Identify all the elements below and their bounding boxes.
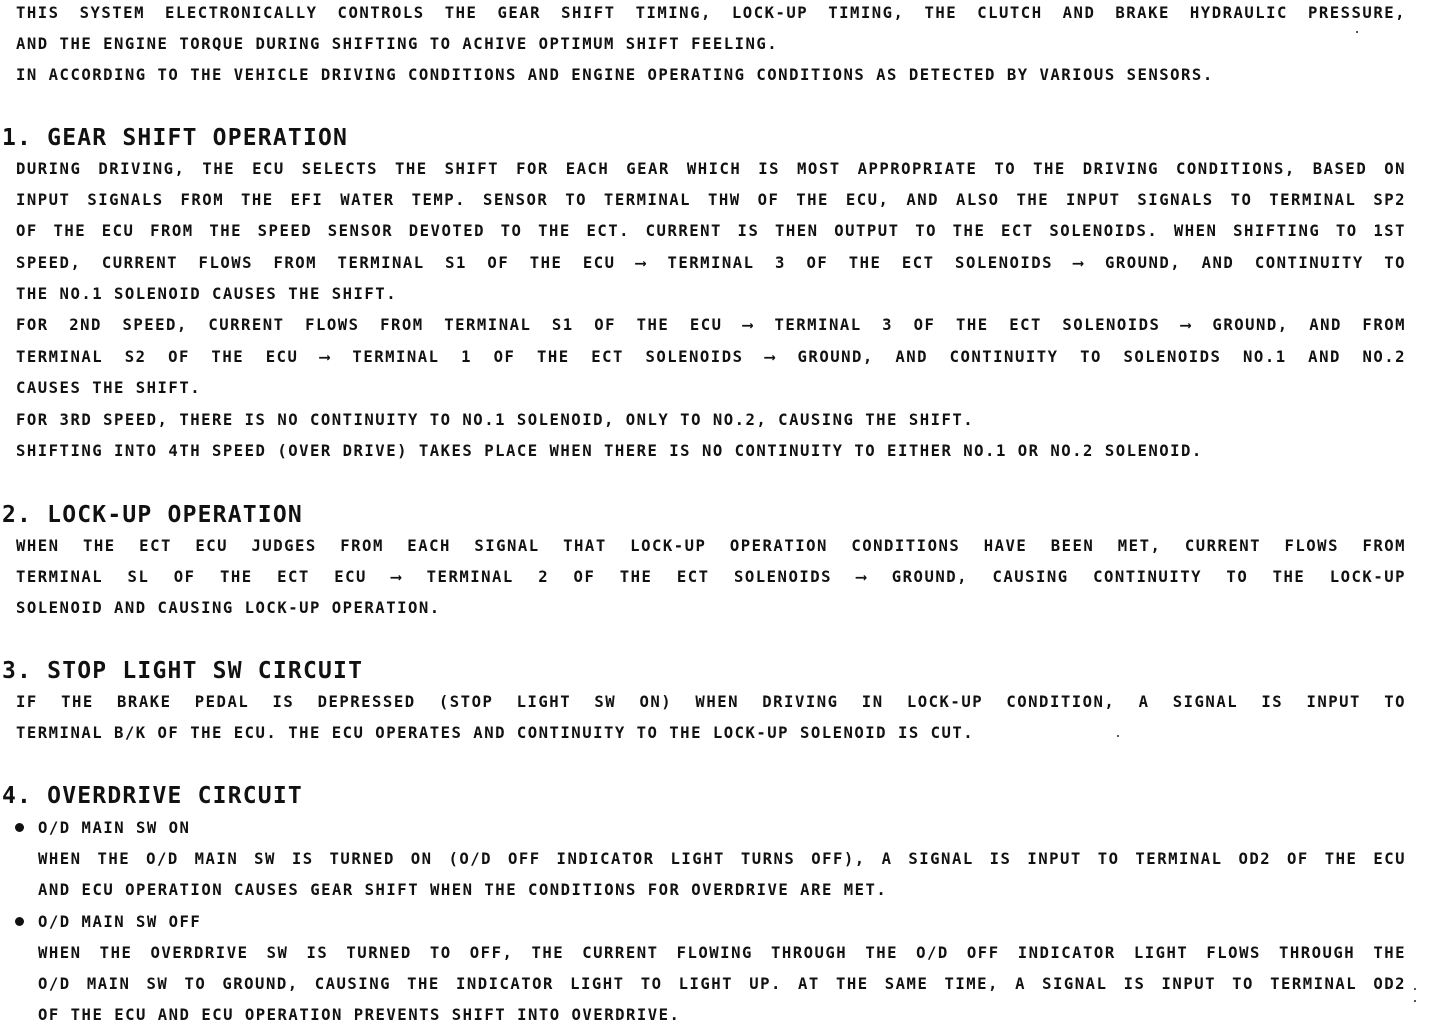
bullet-icon xyxy=(15,917,24,926)
scan-speck xyxy=(1414,1000,1416,1002)
body-line: WHEN THE OVERDRIVE SW IS TURNED TO OFF, THE CURRENT FLOWING THROUGH THE O/D OFF INDICATOR LIGHT FLOWS THROUGH THE xyxy=(38,944,1406,962)
bullet-title: O/D MAIN SW ON xyxy=(38,819,191,837)
body-line: FOR 3RD SPEED, THERE IS NO CONTINUITY TO NO.1 SOLENOID, ONLY TO NO.2, CAUSING THE SHIFT. xyxy=(16,411,975,429)
body-line: SHIFTING INTO 4TH SPEED (OVER DRIVE) TAKES PLACE WHEN THERE IS NO CONTINUITY TO EITHER NO.1 OR NO.2 SOLENOID. xyxy=(16,442,1203,460)
section-heading: 1. GEAR SHIFT OPERATION xyxy=(2,125,349,151)
intro-line: IN ACCORDING TO THE VEHICLE DRIVING CONDITIONS AND ENGINE OPERATING CONDITIONS AS DETECTED BY VARIOUS SENSORS. xyxy=(16,66,1214,84)
section-heading: 3. STOP LIGHT SW CIRCUIT xyxy=(2,658,364,684)
body-line: THE NO.1 SOLENOID CAUSES THE SHIFT. xyxy=(16,285,398,303)
bullet-title: O/D MAIN SW OFF xyxy=(38,913,202,931)
body-line: WHEN THE O/D MAIN SW IS TURNED ON (O/D OFF INDICATOR LIGHT TURNS OFF), A SIGNAL IS INPUT TO TERMINAL OD2 OF THE ECU xyxy=(38,850,1406,868)
body-line: INPUT SIGNALS FROM THE EFI WATER TEMP. SENSOR TO TERMINAL THW OF THE ECU, AND ALSO THE INPUT SIGNALS TO TERMINAL SP2 xyxy=(16,191,1406,209)
scan-speck xyxy=(1414,988,1416,990)
body-line: OF THE ECU FROM THE SPEED SENSOR DEVOTED TO THE ECT. CURRENT IS THEN OUTPUT TO THE ECT SOLENOIDS. WHEN SHIFTING TO 1ST xyxy=(16,222,1406,240)
body-line: SPEED, CURRENT FLOWS FROM TERMINAL S1 OF THE ECU ⟶ TERMINAL 3 OF THE ECT SOLENOIDS ⟶ GROUND, AND CONTINUITY TO xyxy=(16,254,1406,272)
body-line: FOR 2ND SPEED, CURRENT FLOWS FROM TERMINAL S1 OF THE ECU ⟶ TERMINAL 3 OF THE ECT SOLENOIDS ⟶ GROUND, AND FROM xyxy=(16,316,1406,334)
body-line: TERMINAL S2 OF THE ECU ⟶ TERMINAL 1 OF THE ECT SOLENOIDS ⟶ GROUND, AND CONTINUITY TO SOLENOIDS NO.1 AND NO.2 xyxy=(16,348,1406,366)
section-heading: 4. OVERDRIVE CIRCUIT xyxy=(2,783,303,809)
body-line: IF THE BRAKE PEDAL IS DEPRESSED (STOP LIGHT SW ON) WHEN DRIVING IN LOCK-UP CONDITION, A SIGNAL IS INPUT TO xyxy=(16,693,1406,711)
intro-line: THIS SYSTEM ELECTRONICALLY CONTROLS THE GEAR SHIFT TIMING, LOCK-UP TIMING, THE CLUTCH AND BRAKE HYDRAULIC PRESSURE, xyxy=(16,4,1406,22)
body-line: CAUSES THE SHIFT. xyxy=(16,379,202,397)
body-line: AND ECU OPERATION CAUSES GEAR SHIFT WHEN THE CONDITIONS FOR OVERDRIVE ARE MET. xyxy=(38,881,888,899)
body-line: OF THE ECU AND ECU OPERATION PREVENTS SHIFT INTO OVERDRIVE. xyxy=(38,1006,681,1024)
intro-line: AND THE ENGINE TORQUE DURING SHIFTING TO ACHIVE OPTIMUM SHIFT FEELING. xyxy=(16,35,779,53)
body-line: SOLENOID AND CAUSING LOCK-UP OPERATION. xyxy=(16,599,441,617)
scan-speck xyxy=(1356,31,1358,33)
scan-speck xyxy=(1117,735,1119,737)
body-line: TERMINAL B/K OF THE ECU. THE ECU OPERATES AND CONTINUITY TO THE LOCK-UP SOLENOID IS CUT. xyxy=(16,724,975,742)
body-line: WHEN THE ECT ECU JUDGES FROM EACH SIGNAL THAT LOCK-UP OPERATION CONDITIONS HAVE BEEN MET, CURRENT FLOWS FROM xyxy=(16,537,1406,555)
section-heading: 2. LOCK-UP OPERATION xyxy=(2,502,303,528)
body-line: O/D MAIN SW TO GROUND, CAUSING THE INDICATOR LIGHT TO LIGHT UP. AT THE SAME TIME, A SIGNAL IS INPUT TO TERMINAL OD2 xyxy=(38,975,1406,993)
body-line: TERMINAL SL OF THE ECT ECU ⟶ TERMINAL 2 OF THE ECT SOLENOIDS ⟶ GROUND, CAUSING CONTINUITY TO THE LOCK-UP xyxy=(16,568,1406,586)
body-line: DURING DRIVING, THE ECU SELECTS THE SHIFT FOR EACH GEAR WHICH IS MOST APPROPRIATE TO THE DRIVING CONDITIONS, BASED ON xyxy=(16,160,1406,178)
bullet-icon xyxy=(15,823,24,832)
